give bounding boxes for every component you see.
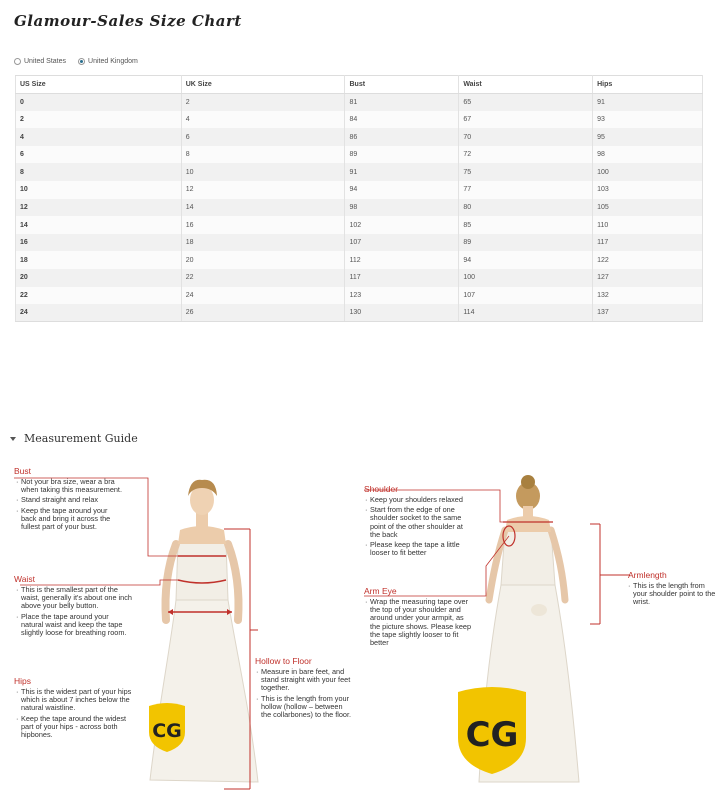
collapse-triangle-icon[interactable]	[10, 437, 16, 441]
uk-size-cell: 4	[181, 111, 345, 129]
hollow-note: · Measure in bare feet, and stand straight with your feet together.	[256, 668, 352, 693]
cg-logo-small-text: CG	[152, 720, 182, 742]
unit-label-uk: United Kingdom	[88, 58, 138, 65]
uk-size-cell: 2	[181, 93, 345, 111]
waist-cell: 70	[459, 128, 593, 146]
waist-cell: 94	[459, 251, 593, 269]
hips-cell: 110	[593, 216, 703, 234]
us-size-cell: 8	[16, 163, 182, 181]
shoulder-notes	[365, 496, 467, 559]
uk-size-cell: 14	[181, 199, 345, 217]
us-size-cell: 14	[16, 216, 182, 234]
hollow-to-floor-notes	[256, 668, 352, 721]
cg-logo-large-text: CG	[465, 715, 519, 755]
page-title: Glamour-Sales Size Chart	[14, 12, 242, 30]
armlength-bracket	[560, 520, 630, 630]
radio-uk[interactable]	[78, 58, 85, 65]
shoulder-label: Shoulder	[364, 484, 399, 494]
header-us-size: US Size	[16, 76, 182, 94]
cg-logo-large	[452, 686, 532, 778]
table-row	[16, 163, 703, 181]
unit-selector	[14, 58, 138, 65]
bust-cell: 112	[345, 251, 459, 269]
hips-label: Hips	[14, 676, 32, 686]
bust-note: · Keep the tape around your back and bring it across the fullest part of your bust.	[16, 507, 124, 532]
waist-note: · Place the tape around your natural waist and keep the tape slightly loose for breathing room.	[16, 613, 132, 638]
bust-cell: 86	[345, 128, 459, 146]
waist-cell: 107	[459, 287, 593, 305]
hips-cell: 95	[593, 128, 703, 146]
us-size-cell: 2	[16, 111, 182, 129]
hips-cell: 100	[593, 163, 703, 181]
hips-cell: 137	[593, 304, 703, 322]
uk-size-cell: 24	[181, 287, 345, 305]
waist-cell: 85	[459, 216, 593, 234]
bust-notes	[16, 478, 124, 533]
bust-cell: 91	[345, 163, 459, 181]
table-row	[16, 287, 703, 305]
arm-eye-notes	[365, 598, 475, 649]
header-bust: Bust	[345, 76, 459, 94]
uk-size-cell: 18	[181, 234, 345, 252]
hips-cell: 117	[593, 234, 703, 252]
hollow-to-floor-label: Hollow to Floor	[255, 656, 312, 666]
header-hips: Hips	[593, 76, 703, 94]
armlength-note: · This is the length from your shoulder point to the wrist.	[628, 582, 716, 607]
waist-cell: 100	[459, 269, 593, 287]
waist-label: Waist	[14, 574, 35, 584]
uk-size-cell: 6	[181, 128, 345, 146]
table-row	[16, 181, 703, 199]
arm-eye-note: · Wrap the measuring tape over the top of your shoulder and around under your armpit, as the picture shows. Please keep the tape slightly looser to fit better	[365, 598, 475, 647]
guide-heading-text: Measurement Guide	[24, 432, 138, 445]
table-row	[16, 93, 703, 111]
uk-size-cell: 26	[181, 304, 345, 322]
uk-size-cell: 16	[181, 216, 345, 234]
table-row	[16, 304, 703, 322]
bust-cell: 107	[345, 234, 459, 252]
waist-note: · This is the smallest part of the waist, generally it's about one inch above your belly button.	[16, 586, 132, 611]
arm-eye-label: Arm Eye	[364, 586, 397, 596]
measurement-guide-heading[interactable]	[10, 432, 138, 445]
us-size-cell: 10	[16, 181, 182, 199]
hollow-note: · This is the length from your hollow (hollow – between the collarbones) to the floor.	[256, 695, 352, 720]
unit-label-us: United States	[24, 58, 67, 65]
hips-cell: 91	[593, 93, 703, 111]
table-row	[16, 251, 703, 269]
uk-size-cell: 10	[181, 163, 345, 181]
waist-cell: 72	[459, 146, 593, 164]
us-size-cell: 22	[16, 287, 182, 305]
bust-cell: 94	[345, 181, 459, 199]
table-row	[16, 269, 703, 287]
bust-label: Bust	[14, 466, 32, 476]
uk-size-cell: 20	[181, 251, 345, 269]
bust-cell: 89	[345, 146, 459, 164]
bust-cell: 102	[345, 216, 459, 234]
bust-cell: 117	[345, 269, 459, 287]
waist-cell: 89	[459, 234, 593, 252]
bust-note: · Not your bra size, wear a bra when taking this measurement.	[16, 478, 124, 494]
waist-cell: 114	[459, 304, 593, 322]
unit-option-uk[interactable]	[78, 58, 138, 65]
header-uk-size: UK Size	[181, 76, 345, 94]
hips-cell: 105	[593, 199, 703, 217]
table-header-row	[16, 76, 703, 94]
header-waist: Waist	[459, 76, 593, 94]
waist-notes	[16, 586, 132, 639]
hips-cell: 103	[593, 181, 703, 199]
us-size-cell: 12	[16, 199, 182, 217]
hips-note: · This is the widest part of your hips which is about 7 inches below the natural waistline.	[16, 688, 134, 713]
table-row	[16, 199, 703, 217]
uk-size-cell: 8	[181, 146, 345, 164]
table-row	[16, 128, 703, 146]
us-size-cell: 16	[16, 234, 182, 252]
bust-cell: 84	[345, 111, 459, 129]
shoulder-note: · Keep your shoulders relaxed	[365, 496, 467, 504]
radio-us[interactable]	[14, 58, 21, 65]
shoulder-note: · Start from the edge of one shoulder socket to the same point of the other shoulder at the back	[365, 506, 467, 539]
cg-logo-small	[145, 702, 189, 754]
size-table	[15, 75, 703, 322]
us-size-cell: 4	[16, 128, 182, 146]
us-size-cell: 6	[16, 146, 182, 164]
waist-cell: 67	[459, 111, 593, 129]
uk-size-cell: 12	[181, 181, 345, 199]
hips-cell: 132	[593, 287, 703, 305]
uk-size-cell: 22	[181, 269, 345, 287]
waist-cell: 75	[459, 163, 593, 181]
bust-note: · Stand straight and relax	[16, 496, 124, 504]
table-row	[16, 146, 703, 164]
us-size-cell: 18	[16, 251, 182, 269]
us-size-cell: 0	[16, 93, 182, 111]
hips-cell: 98	[593, 146, 703, 164]
shoulder-note: · Please keep the tape a little looser to fit better	[365, 541, 467, 557]
table-row	[16, 216, 703, 234]
table-row	[16, 234, 703, 252]
unit-option-us[interactable]	[14, 58, 66, 65]
hips-cell: 127	[593, 269, 703, 287]
hips-cell: 122	[593, 251, 703, 269]
waist-cell: 77	[459, 181, 593, 199]
bust-cell: 81	[345, 93, 459, 111]
hips-cell: 93	[593, 111, 703, 129]
hips-note: · Keep the tape around the widest part of your hips - across both hipbones.	[16, 715, 134, 740]
table-row	[16, 111, 703, 129]
bust-cell: 98	[345, 199, 459, 217]
hips-notes	[16, 688, 134, 741]
waist-cell: 80	[459, 199, 593, 217]
bust-cell: 123	[345, 287, 459, 305]
armlength-notes	[628, 582, 716, 609]
us-size-cell: 20	[16, 269, 182, 287]
bust-cell: 130	[345, 304, 459, 322]
us-size-cell: 24	[16, 304, 182, 322]
armlength-label: Armlength	[628, 570, 667, 580]
waist-cell: 65	[459, 93, 593, 111]
